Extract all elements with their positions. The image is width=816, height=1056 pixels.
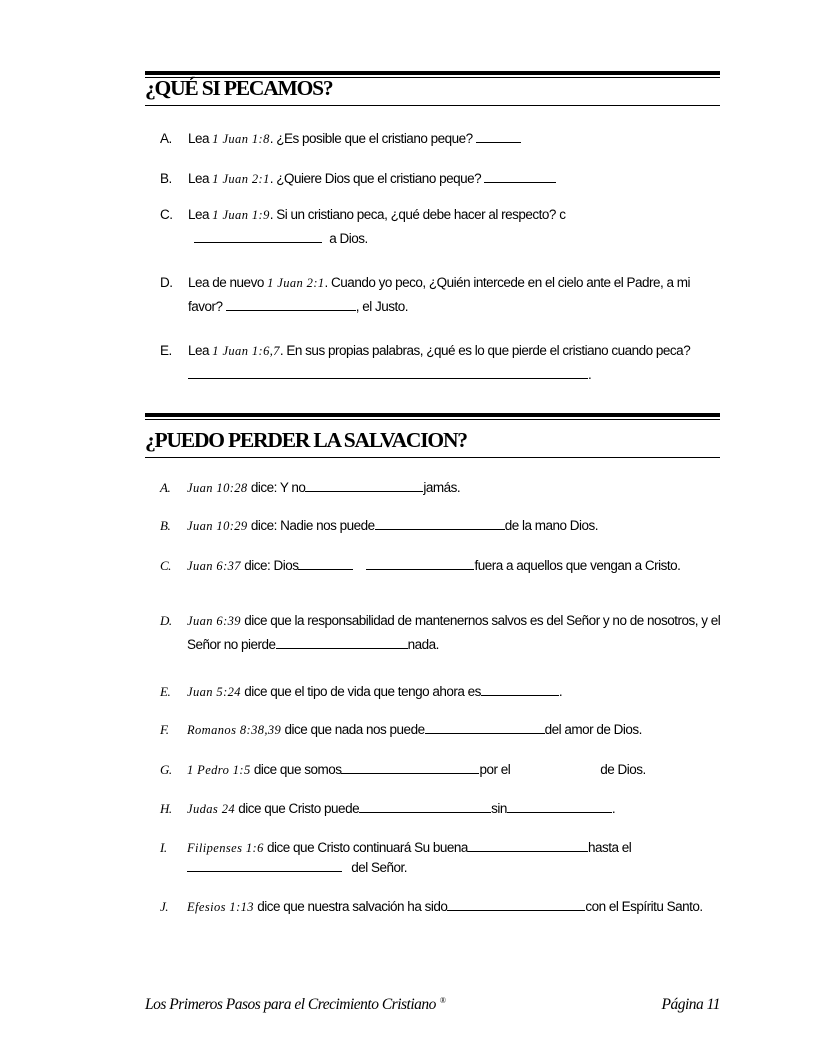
- question-item: D. Juan 6:39 dice que la responsabilidad de mantenernos salvos es del Señor y no de nosotros, y el Señor no pierde nada.: [160, 609, 722, 656]
- answer-blank[interactable]: [366, 557, 474, 570]
- registered-mark: ®: [439, 996, 446, 1005]
- answer-blank[interactable]: [194, 230, 322, 243]
- section-heading: ¿PUEDO PERDER LA SALVACION?: [145, 425, 720, 458]
- item-letter: A.: [160, 480, 171, 495]
- bible-reference: Juan 6:39: [187, 614, 241, 628]
- item-letter: B.: [160, 518, 171, 533]
- answer-blank[interactable]: [276, 636, 408, 649]
- bible-reference: 1 Juan 2:1: [212, 172, 270, 186]
- bible-reference: 1 Juan 1:6,7: [212, 344, 280, 358]
- answer-blank[interactable]: [447, 898, 585, 911]
- bible-reference: Efesios 1:13: [187, 900, 254, 914]
- bible-reference: Juan 10:28: [187, 481, 248, 495]
- answer-blank[interactable]: [359, 800, 491, 813]
- answer-blank[interactable]: [425, 721, 545, 734]
- item-letter: J.: [160, 899, 169, 914]
- bible-reference: Romanos 8:38,39: [187, 723, 282, 737]
- section-heading: ¿QUÉ SI PECAMOS?: [145, 73, 720, 106]
- answer-blank[interactable]: [507, 800, 612, 813]
- bible-reference: 1 Pedro 1:5: [187, 763, 251, 777]
- question-item: C. Lea 1 Juan 1:9. Si un cristiano peca, ¿qué debe hacer al respecto? c a Dios.: [160, 203, 722, 250]
- answer-blank[interactable]: [298, 557, 353, 570]
- item-letter: H.: [160, 801, 172, 816]
- question-item: A. Lea 1 Juan 1:8. ¿Es posible que el cristiano peque?: [160, 127, 722, 151]
- question-item: D. Lea de nuevo 1 Juan 2:1. Cuando yo peco, ¿Quién intercede en el cielo ante el Padre, a mi favor? , el Justo.: [160, 271, 722, 318]
- bible-reference: Filipenses 1:6: [187, 841, 264, 855]
- answer-blank[interactable]: [305, 479, 423, 492]
- bible-reference: Judas 24: [187, 802, 235, 816]
- item-letter: C.: [160, 207, 173, 222]
- bible-reference: 1 Juan 1:8: [212, 132, 270, 146]
- item-letter: G.: [160, 762, 172, 777]
- bible-reference: 1 Juan 1:9: [212, 208, 270, 222]
- question-item: E. Lea 1 Juan 1:6,7. En sus propias palabras, ¿qué es lo que pierde el cristiano cuando peca? .: [160, 339, 722, 386]
- bible-reference: Juan 6:37: [187, 559, 241, 573]
- item-letter: C.: [160, 558, 171, 573]
- question-item: E. Juan 5:24 dice que el tipo de vida que tengo ahora es .: [160, 680, 722, 704]
- footer-title: Los Primeros Pasos para el Crecimiento Cristiano: [145, 996, 436, 1013]
- item-letter: E.: [160, 684, 171, 699]
- item-letter: I.: [160, 840, 167, 855]
- item-letter: E.: [160, 343, 172, 358]
- item-letter: A.: [160, 131, 172, 146]
- page-number: Página 11: [661, 996, 720, 1013]
- answer-blank[interactable]: [375, 517, 505, 530]
- item-letter: F.: [160, 722, 169, 737]
- answer-blank[interactable]: [188, 366, 588, 379]
- item-letter: D.: [160, 275, 173, 290]
- question-item: F. Romanos 8:38,39 dice que nada nos puede del amor de Dios.: [160, 718, 722, 742]
- answer-blank[interactable]: [476, 130, 521, 143]
- question-item: G. 1 Pedro 1:5 dice que somos por el de Dios.: [160, 758, 722, 782]
- question-item: A. Juan 10:28 dice: Y no jamás.: [160, 476, 722, 500]
- bible-reference: Juan 5:24: [187, 685, 241, 699]
- section-rule: [145, 413, 720, 420]
- question-item: J. Efesios 1:13 dice que nuestra salvación ha sido con el Espíritu Santo.: [160, 899, 703, 914]
- answer-blank[interactable]: [484, 170, 556, 183]
- question-item: C. Juan 6:37 dice: Dios fuera a aquellos que vengan a Cristo.: [160, 558, 681, 573]
- answer-blank[interactable]: [481, 683, 559, 696]
- question-item: B. Lea 1 Juan 2:1. ¿Quiere Dios que el cristiano peque?: [160, 167, 722, 191]
- answer-blank[interactable]: [187, 859, 342, 872]
- question-item: I. Filipenses 1:6 dice que Cristo continuará Su buena hasta el del Señor.: [160, 840, 632, 875]
- question-item: H. Judas 24 dice que Cristo puede sin .: [160, 797, 722, 821]
- item-letter: D.: [160, 613, 172, 628]
- answer-blank[interactable]: [226, 298, 356, 311]
- answer-blank[interactable]: [341, 761, 479, 774]
- bible-reference: Juan 10:29: [187, 519, 248, 533]
- question-item: B. Juan 10:29 dice: Nadie nos puede de la mano Dios.: [160, 514, 722, 538]
- item-letter: B.: [160, 171, 172, 186]
- answer-blank[interactable]: [468, 839, 588, 852]
- bible-reference: 1 Juan 2:1: [267, 276, 325, 290]
